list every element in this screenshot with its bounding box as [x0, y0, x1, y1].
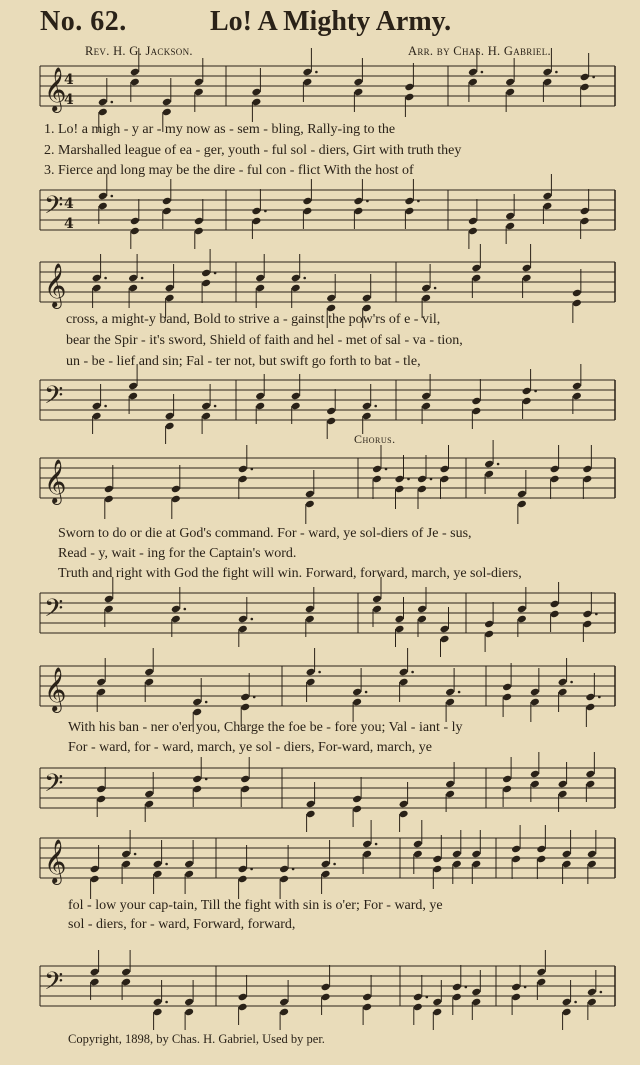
svg-text:𝄞: 𝄞: [44, 459, 67, 503]
bass-staff-1: [0, 182, 640, 242]
bass-staff-5: [0, 958, 640, 1018]
svg-text:𝄢: 𝄢: [44, 594, 64, 629]
svg-text:𝄢: 𝄢: [44, 769, 64, 804]
verse-line-2-3: un - be - lief and sin; Fal - ter not, but swift go forth to bat - tle,: [66, 354, 421, 369]
svg-text:𝄞: 𝄞: [44, 263, 67, 307]
verse-line-2-2: bear the Spir - it's sword, Shield of faith and hel - met of sal - va - tion,: [66, 333, 463, 348]
verse-line-1-1: 1. Lo! a migh - y ar - my now as - sem - bling, Rally-ing to the: [44, 122, 396, 137]
verse-line-5-1: fol - low your cap-tain, Till the fight with sin is o'er; For - ward, ye: [68, 898, 443, 913]
bass-staff-4: [0, 760, 640, 820]
verse-line-3-1: Sworn to do or die at God's command. For - ward, ye sol-diers of Je - sus,: [58, 526, 472, 541]
verse-line-4-2: For - ward, for - ward, march, ye sol - diers, For-ward, march, ye: [68, 740, 432, 755]
treble-staff-4: [0, 658, 640, 718]
svg-text:𝄞: 𝄞: [44, 839, 67, 883]
treble-staff-1: [0, 58, 640, 118]
hymn-number: No. 62.: [40, 6, 127, 37]
svg-text:𝄞: 𝄞: [44, 667, 67, 711]
chorus-label: Chorus.: [354, 432, 396, 446]
treble-staff-2: [0, 254, 640, 314]
hymn-title: Lo! A Mighty Army.: [210, 6, 452, 37]
svg-text:𝄞: 𝄞: [44, 67, 67, 111]
bass-staff-3: [0, 585, 640, 645]
verse-line-3-3: Truth and right with God the fight will win. Forward, forward, march, ye sol-diers,: [58, 566, 522, 581]
svg-text:𝄢: 𝄢: [44, 967, 64, 1002]
verse-line-3-2: Read - y, wait - ing for the Captain's word.: [58, 546, 297, 561]
svg-text:4: 4: [64, 216, 74, 232]
svg-text:𝄢: 𝄢: [44, 191, 64, 226]
bass-staff-2: [0, 372, 640, 432]
svg-text:4: 4: [64, 196, 74, 212]
svg-text:𝄢: 𝄢: [44, 381, 64, 416]
treble-staff-3: [0, 450, 640, 510]
treble-staff-5: [0, 830, 640, 890]
copyright-note: Copyright, 1898, by Chas. H. Gabriel, Used by per.: [68, 1032, 325, 1046]
verse-line-5-2: sol - diers, for - ward, Forward, forward,: [68, 917, 296, 932]
verse-line-4-1: With his ban - ner o'er you, Charge the foe be - fore you; Val - iant - ly: [68, 720, 463, 735]
verse-line-2-1: cross, a might-y band, Bold to strive a - gainst the pow'rs of e - vil,: [66, 312, 441, 327]
verse-line-1-3: 3. Fierce and long may be the dire - ful con - flict With the host of: [44, 163, 414, 178]
svg-text:4: 4: [64, 92, 74, 108]
verse-line-1-2: 2. Marshalled league of ea - ger, youth - ful sol - diers, Girt with truth they: [44, 143, 462, 158]
svg-text:4: 4: [64, 72, 74, 88]
author-credit: Rev. H. G. Jackson.: [85, 44, 193, 58]
arranger-credit: Arr. by Chas. H. Gabriel.: [408, 44, 551, 58]
